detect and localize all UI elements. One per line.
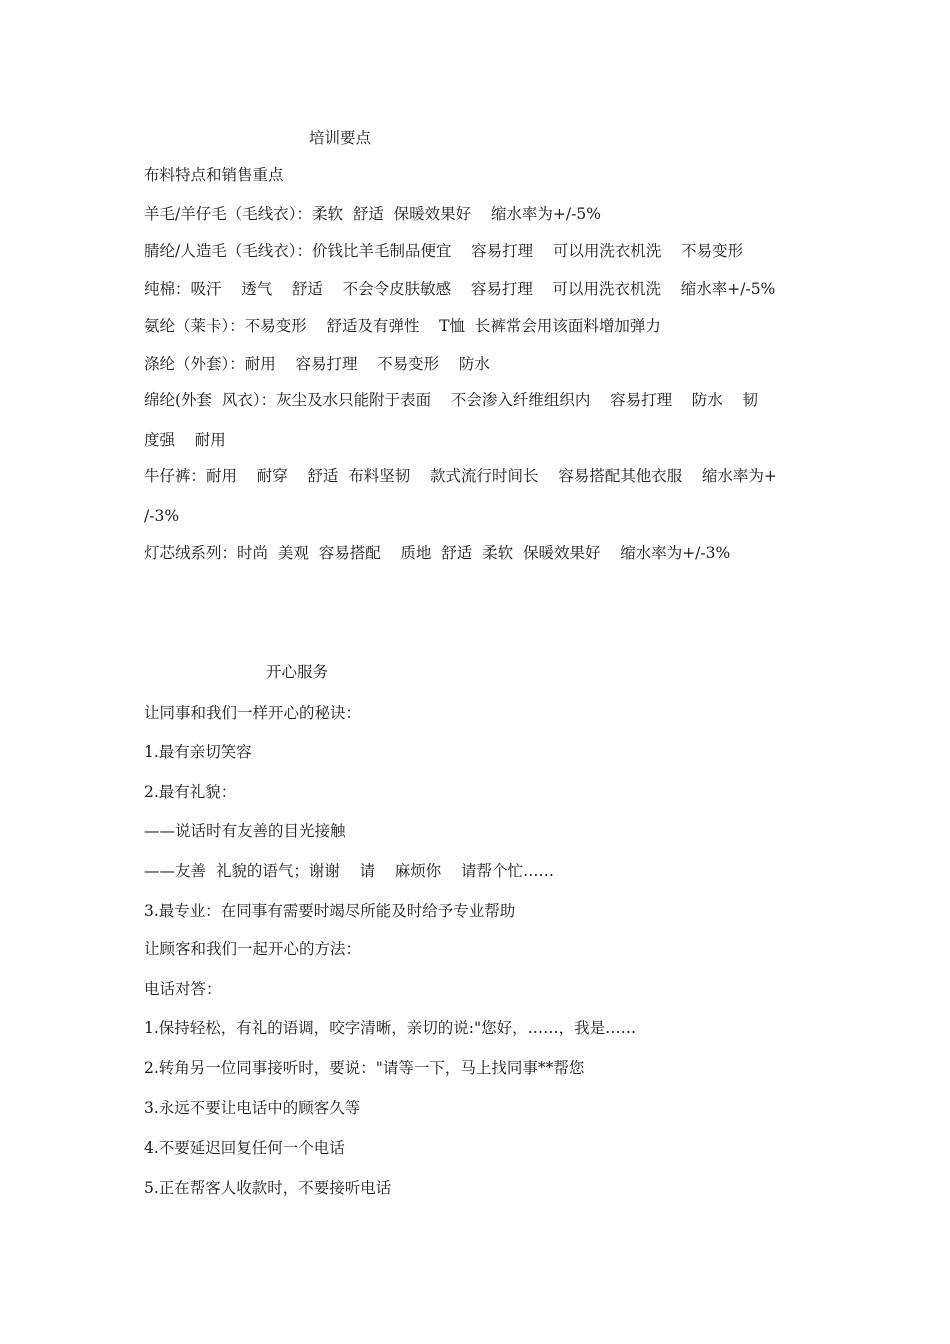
service-line-smile: 1.最有亲切笑容	[144, 743, 252, 761]
service-line-colleague-intro: 让同事和我们一样开心的秘诀：	[144, 704, 362, 722]
fabric-line-cotton: 纯棉：吸汗 透气 舒适 不会令皮肤敏感 容易打理 可以用洗衣机洗 缩水率+/-5%	[144, 280, 776, 298]
service-line-phone-3: 3.永远不要让电话中的顾客久等	[144, 1099, 361, 1117]
service-line-phone-2: 2.转角另一位同事接听时，要说："请等一下，马上找同事**帮您	[144, 1059, 585, 1077]
service-line-phone-heading: 电话对答：	[144, 980, 222, 998]
fabric-line-nylon: 绵纶(外套 风衣）：灰尘及水只能附于表面 不会渗入纤维组织内 容易打理 防水 韧	[144, 391, 758, 409]
section2-title: 开心服务	[266, 663, 329, 681]
service-line-phone-4: 4.不要延迟回复任何一个电话	[144, 1139, 345, 1157]
section1-title: 培训要点	[309, 129, 372, 147]
fabric-line-polyester: 涤纶（外套）：耐用 容易打理 不易变形 防水	[144, 355, 490, 373]
section1-subtitle: 布料特点和销售重点	[144, 166, 284, 184]
service-line-phone-1: 1.保持轻松，有礼的语调，咬字清晰，亲切的说:"您好，……，我是……	[144, 1019, 637, 1037]
service-line-eye-contact: ——说话时有友善的目光接触	[144, 822, 346, 840]
fabric-line-spandex: 氨纶（莱卡）：不易变形 舒适及有弹性 T恤 长裤常会用该面料增加弹力	[144, 317, 661, 335]
service-line-phone-5: 5.正在帮客人收款时，不要接听电话	[144, 1179, 392, 1197]
service-line-customer-intro: 让顾客和我们一起开心的方法：	[144, 940, 362, 958]
fabric-line-nylon-cont: 度强 耐用	[144, 431, 226, 449]
fabric-line-denim: 牛仔裤：耐用 耐穿 舒适 布料坚韧 款式流行时间长 容易搭配其他衣服 缩水率为+	[144, 467, 777, 485]
fabric-line-denim-cont: /-3%	[144, 507, 180, 525]
fabric-line-corduroy: 灯芯绒系列：时尚 美观 容易搭配 质地 舒适 柔软 保暖效果好 缩水率为+/-3%	[144, 544, 731, 562]
service-line-polite: 2.最有礼貌：	[144, 783, 237, 801]
service-line-tone: ——友善 礼貌的语气；谢谢 请 麻烦你 请帮个忙……	[144, 862, 554, 880]
service-line-professional: 3.最专业：在同事有需要时竭尽所能及时给予专业帮助	[144, 902, 516, 920]
fabric-line-acrylic: 腈纶/人造毛（毛线衣）：价钱比羊毛制品便宜 容易打理 可以用洗衣机洗 不易变形	[144, 242, 744, 260]
fabric-line-wool: 羊毛/羊仔毛（毛线衣）：柔软 舒适 保暖效果好 缩水率为+/-5%	[144, 205, 601, 223]
